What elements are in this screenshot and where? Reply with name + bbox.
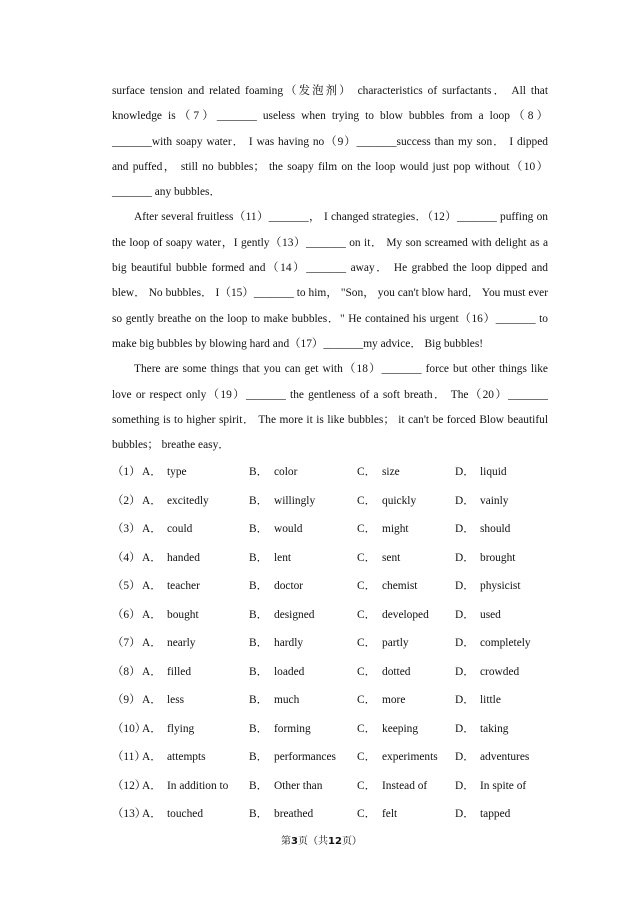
passage-paragraph: surface tension and related foaming（发泡剂） characteristics of surfactants． All that knowledge is（7）_______ useless when trying to blow bubbles from a loop（8）_______with soapy water． I was having no（9）_______success than my son． I dipped and puffed， still no bubbles； the soapy film on the loop would just pop without（10）_______ any bubbles．: [112, 85, 548, 199]
option-letter: B．: [249, 665, 268, 678]
answer-option: [142, 772, 229, 801]
answer-option: [357, 800, 398, 829]
answer-option: [249, 715, 311, 744]
answer-option: [455, 800, 511, 829]
option-text: tapped: [480, 808, 511, 820]
answer-option: [357, 458, 400, 487]
option-letter: C．: [357, 751, 376, 763]
answer-option: [455, 515, 511, 544]
question-number: （4）: [112, 551, 141, 564]
option-letter: B．: [249, 580, 268, 592]
option-text: used: [480, 608, 501, 621]
option-letter: A．: [142, 608, 162, 621]
question-row: [112, 544, 552, 573]
answer-option: [357, 629, 409, 658]
option-letter: D．: [455, 494, 475, 507]
answer-option: [357, 601, 429, 630]
option-text: brought: [480, 551, 516, 564]
answer-option: [357, 572, 418, 601]
question-number: （1）: [112, 466, 141, 478]
answer-option: [142, 515, 193, 544]
question-row: [112, 686, 552, 715]
option-letter: B．: [249, 808, 268, 820]
option-text: crowded: [480, 665, 520, 678]
answer-option: [455, 572, 521, 601]
option-text: hardly: [274, 637, 304, 649]
option-letter: D．: [455, 608, 475, 621]
option-letter: B．: [249, 466, 268, 478]
answer-option: [249, 601, 315, 630]
question-number: （6）: [112, 608, 141, 621]
option-text: breathed: [274, 808, 314, 820]
option-letter: D．: [455, 580, 475, 592]
option-letter: D．: [455, 779, 475, 792]
answer-option: [249, 772, 323, 801]
footer-prefix: 第: [281, 836, 292, 847]
option-text: Instead of: [382, 779, 428, 792]
option-text: flying: [167, 722, 195, 735]
question-number: （10）: [112, 722, 147, 735]
option-letter: C．: [357, 665, 376, 678]
option-text: vainly: [480, 494, 509, 507]
option-text: filled: [167, 665, 192, 678]
option-letter: D．: [455, 665, 475, 678]
option-text: developed: [382, 608, 429, 621]
question-row: [112, 772, 552, 801]
footer-middle: 页（共: [298, 836, 329, 847]
option-letter: A．: [142, 466, 162, 478]
option-text: much: [274, 694, 300, 706]
answer-option: [357, 658, 411, 687]
option-text: excitedly: [167, 494, 209, 507]
option-letter: B．: [249, 637, 268, 649]
passage: [112, 79, 548, 458]
answer-option: [142, 572, 200, 601]
option-letter: B．: [249, 608, 268, 621]
option-text: touched: [167, 808, 204, 820]
option-text: sent: [382, 551, 401, 564]
option-text: more: [382, 694, 406, 706]
option-letter: C．: [357, 722, 376, 735]
option-letter: A．: [142, 808, 162, 820]
answer-option: [455, 458, 507, 487]
answer-option: [357, 686, 406, 715]
answer-option: [142, 487, 209, 516]
option-text: keeping: [382, 722, 419, 735]
answer-option: [249, 487, 316, 516]
answer-option: [249, 572, 304, 601]
footer-suffix: 页）: [341, 836, 362, 847]
option-text: physicist: [480, 580, 521, 592]
answer-option: [455, 601, 501, 630]
option-text: lent: [274, 551, 292, 564]
question-row: [112, 572, 552, 601]
question-number: （8）: [112, 665, 141, 678]
answer-option: [357, 772, 428, 801]
option-text: type: [167, 466, 187, 478]
option-letter: C．: [357, 494, 376, 507]
option-text: chemist: [382, 580, 418, 592]
answer-option: [249, 458, 298, 487]
question-number: （9）: [112, 694, 141, 706]
question-number: （5）: [112, 580, 141, 592]
footer-page-number: 3: [291, 836, 299, 847]
answer-option: [249, 629, 304, 658]
question-number: （13）: [112, 808, 147, 820]
question-row: [112, 487, 552, 516]
option-letter: A．: [142, 580, 162, 592]
option-text: designed: [274, 608, 315, 621]
answer-option: [455, 629, 531, 658]
answer-option: [142, 686, 185, 715]
option-text: forming: [274, 722, 311, 735]
question-number: （12）: [112, 779, 147, 792]
option-letter: C．: [357, 694, 376, 706]
question-row: [112, 629, 552, 658]
option-text: taking: [480, 722, 509, 735]
question-row: [112, 743, 552, 772]
option-text: would: [274, 523, 303, 535]
answer-option: [357, 515, 409, 544]
option-text: In addition to: [167, 779, 229, 792]
option-text: liquid: [480, 466, 507, 478]
option-text: might: [382, 523, 409, 535]
answer-option: [357, 743, 438, 772]
answer-option: [142, 544, 200, 573]
option-letter: C．: [357, 808, 376, 820]
option-text: quickly: [382, 494, 417, 507]
option-text: little: [480, 694, 501, 706]
option-text: teacher: [167, 580, 200, 592]
option-text: adventures: [480, 751, 530, 763]
option-letter: D．: [455, 466, 475, 478]
answer-option: [249, 743, 336, 772]
option-text: performances: [274, 751, 336, 763]
option-letter: C．: [357, 608, 376, 621]
option-letter: D．: [455, 694, 475, 706]
options-list: [112, 458, 552, 829]
question-row: [112, 658, 552, 687]
option-letter: A．: [142, 751, 162, 763]
option-letter: B．: [249, 779, 268, 792]
page-footer: [0, 832, 643, 847]
option-text: dotted: [382, 665, 411, 678]
question-row: [112, 800, 552, 829]
option-text: handed: [167, 551, 200, 564]
answer-option: [357, 487, 417, 516]
question-row: [112, 715, 552, 744]
option-text: bought: [167, 608, 199, 621]
answer-option: [249, 658, 305, 687]
option-text: partly: [382, 637, 409, 649]
option-letter: B．: [249, 523, 268, 535]
passage-paragraph: There are some things that you can get with（18）_______ force but other things like love or respect only（19）_______ the gentleness of a soft breath． The（20）_______ something is to higher spirit． The more it is like bubbles； it can't be forced Blow beautiful bubbles； breathe easy．: [112, 363, 548, 452]
answer-option: [455, 658, 520, 687]
option-letter: B．: [249, 694, 268, 706]
answer-option: [455, 686, 501, 715]
option-letter: D．: [455, 751, 475, 763]
answer-option: [142, 800, 204, 829]
option-letter: D．: [455, 637, 475, 649]
answer-option: [142, 629, 196, 658]
option-text: nearly: [167, 637, 196, 649]
option-letter: A．: [142, 694, 162, 706]
option-letter: A．: [142, 779, 162, 792]
answer-option: [455, 743, 530, 772]
question-number: （2）: [112, 494, 141, 507]
option-text: attempts: [167, 751, 206, 763]
question-number: （3）: [112, 523, 141, 535]
option-text: felt: [382, 808, 398, 820]
option-letter: A．: [142, 665, 162, 678]
option-letter: A．: [142, 523, 162, 535]
answer-option: [455, 487, 509, 516]
option-letter: C．: [357, 637, 376, 649]
answer-option: [142, 715, 195, 744]
option-text: experiments: [382, 751, 438, 763]
question-number: （7）: [112, 637, 141, 649]
option-text: color: [274, 466, 298, 478]
answer-option: [455, 772, 527, 801]
option-text: should: [480, 523, 511, 535]
answer-option: [357, 544, 401, 573]
option-letter: D．: [455, 722, 475, 735]
option-letter: B．: [249, 751, 268, 763]
answer-option: [455, 715, 509, 744]
option-text: loaded: [274, 665, 305, 678]
answer-option: [249, 515, 303, 544]
option-letter: C．: [357, 523, 376, 535]
footer-total-pages: 12: [328, 836, 342, 847]
option-letter: C．: [357, 551, 376, 564]
option-letter: A．: [142, 551, 162, 564]
answer-option: [249, 686, 300, 715]
option-text: doctor: [274, 580, 304, 592]
question-number: （11）: [112, 751, 146, 763]
answer-option: [357, 715, 419, 744]
option-text: could: [167, 523, 193, 535]
option-letter: A．: [142, 722, 162, 735]
option-text: In spite of: [480, 779, 527, 792]
option-text: completely: [480, 637, 531, 649]
option-letter: D．: [455, 551, 475, 564]
option-letter: A．: [142, 494, 162, 507]
option-letter: A．: [142, 637, 162, 649]
option-letter: C．: [357, 779, 376, 792]
answer-option: [455, 544, 516, 573]
option-letter: C．: [357, 466, 376, 478]
passage-paragraph: After several fruitless（11）_______， I changed strategies．（12）_______ puffing on the loop of soapy water，I gently（13）_______ on it． My son screamed with delight as a big beautiful bubble formed and（14）_______ away． He grabbed the loop dipped and blew． No bubbles． I（15）_______ to him， "Son， you can't blow hard． You must ever so gently breathe on the loop to make bubbles．" He contained his urgent（16）_______ to make big bubbles by blowing hard and（17）_______my advice． Big bubbles!: [112, 211, 548, 350]
option-letter: D．: [455, 523, 475, 535]
option-text: willingly: [274, 494, 316, 507]
answer-option: [142, 658, 192, 687]
option-text: Other than: [274, 779, 323, 792]
option-letter: B．: [249, 494, 268, 507]
answer-option: [249, 544, 292, 573]
question-row: [112, 601, 552, 630]
option-letter: D．: [455, 808, 475, 820]
answer-option: [249, 800, 314, 829]
option-text: less: [167, 694, 185, 706]
option-letter: B．: [249, 722, 268, 735]
option-letter: C．: [357, 580, 376, 592]
option-letter: B．: [249, 551, 268, 564]
answer-option: [142, 458, 187, 487]
answer-option: [142, 601, 199, 630]
question-row: [112, 458, 552, 487]
option-text: size: [382, 466, 400, 478]
answer-option: [142, 743, 206, 772]
question-row: [112, 515, 552, 544]
